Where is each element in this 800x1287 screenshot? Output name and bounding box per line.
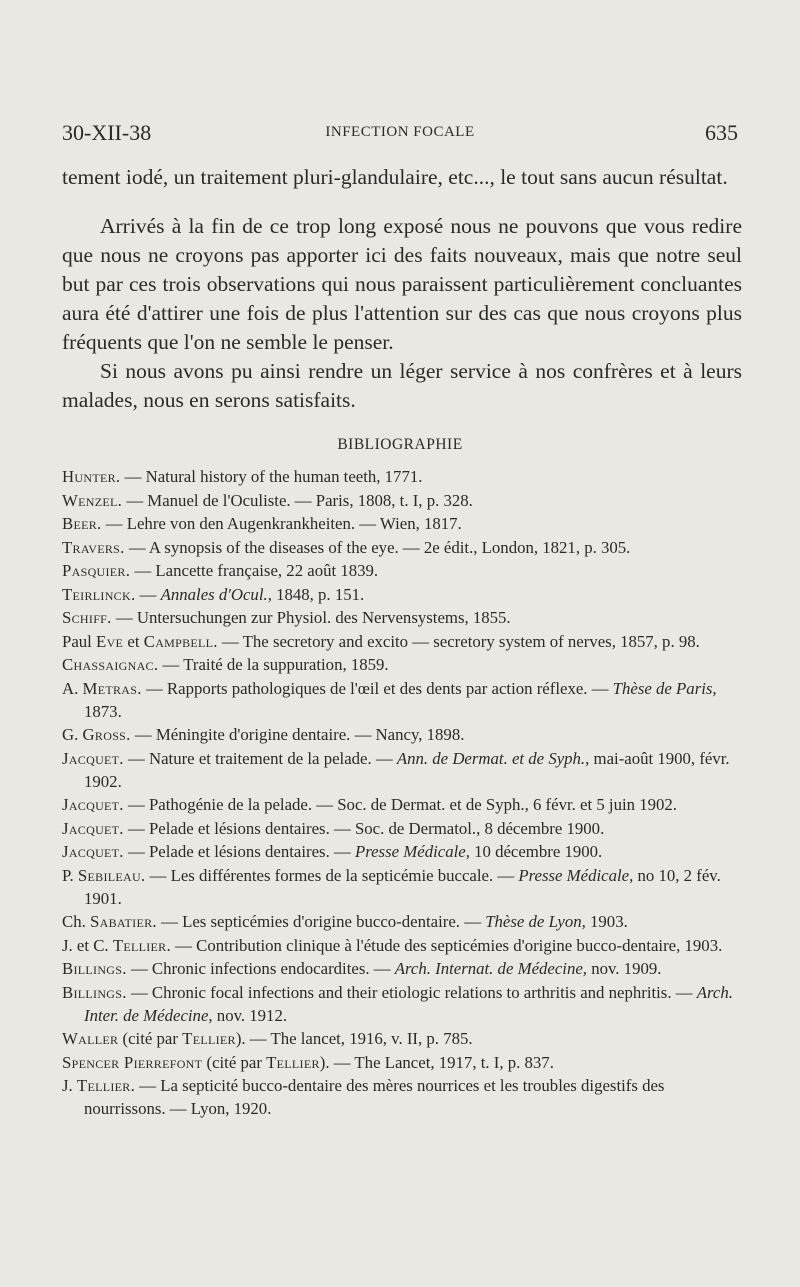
entry-text: — Les différentes formes de la septicémie buccale. — [145, 865, 519, 885]
entry-journal: Ann. de Dermat. et de Syph. [396, 748, 586, 768]
bibliography-entry [62, 1074, 742, 1120]
entry-author: Hunter. [62, 467, 121, 486]
entry-journal: Arch. Inter. de Médecine, [84, 982, 733, 1025]
entry-author: Sebileau. [77, 865, 146, 885]
entry-author: Jacquet. [62, 748, 124, 768]
bibliography-entry [62, 817, 742, 840]
entry-author: Waller [62, 1029, 119, 1048]
entry-text: — Contribution clinique à l'étude des septicémies d'origine bucco-dentaire, 1903. [170, 935, 723, 955]
bibliography-entry [62, 653, 742, 676]
entry-connector: (cité par [118, 1029, 183, 1048]
entry-prefix: P. [62, 865, 78, 885]
bibliography-entry [62, 840, 742, 863]
entry-author: Teirlinck. [62, 584, 136, 604]
entry-author: Metras. [82, 678, 142, 698]
bibliography-entry [62, 606, 742, 629]
entry-journal: Arch. Internat. de Médecine, [394, 959, 588, 978]
entry-text: — Untersuchungen zur Physiol. des Nervensystems, 1855. [111, 608, 511, 627]
entry-prefix: J. et C. [62, 935, 113, 955]
bibliography-entry [62, 747, 742, 793]
entry-text: — Manuel de l'Oculiste. — Paris, 1808, t. I, p. 328. [122, 490, 473, 510]
entry-connector: (cité par [202, 1052, 267, 1072]
entry-prefix: G. [62, 725, 83, 744]
entry-author: Spencer Pierrefont [62, 1052, 203, 1072]
running-header [62, 120, 738, 150]
entry-tail: no 10, 2 fév. 1901. [84, 865, 721, 908]
paragraph-1: tement iodé, un traitement pluri-glandulaire, etc..., le tout sans aucun résultat. [62, 165, 728, 189]
entry-text: — La septicité bucco-dentaire des mères nourrices et les troubles digestifs des nourrissons. — Lyon, 1920. [84, 1076, 665, 1118]
entry-tail: 1903. [585, 912, 628, 931]
entry-text: — Lancette française, 22 août 1839. [130, 561, 379, 580]
entry-author: Gross. [82, 725, 131, 744]
bibliography-entry [62, 489, 742, 512]
entry-author: Jacquet. [62, 795, 124, 814]
bibliography-entry [62, 559, 742, 582]
entry-tail: 1873. [84, 701, 122, 721]
entry-text: — Chronic focal infections and their etiologic relations to arthritis and nephritis. — [126, 982, 697, 1002]
entry-prefix: J. [62, 1076, 77, 1095]
entry-author: Pasquier. [62, 561, 131, 580]
bibliography-entry [62, 512, 742, 535]
bibliography-entry [62, 910, 742, 933]
entry-author: Tellier. [76, 1076, 136, 1095]
entry-text: — A synopsis of the diseases of the eye. — 2e édit., London, 1821, p. 305. [124, 537, 631, 557]
entry-connector: et [123, 631, 144, 651]
bibliography-entry [62, 793, 742, 816]
entry-tail: nov. 1912. [212, 1005, 288, 1025]
entry-tail: 10 décembre 1900. [469, 842, 603, 861]
entry-author: Wenzel. [62, 490, 123, 510]
entry-author: Beer. [62, 514, 102, 533]
paragraph-2: Arrivés à la fin de ce trop long exposé nous ne pouvons que vous redire que nous ne croyons pas apporter ici des faits nouveaux, mais que notre seul but par ces trois observations qui nous paraissent particulièrement concluantes aura été d'attirer une fois de plus l'attention sur des cas que nous croyons plus fréquents que l'on ne semble le penser. [62, 214, 742, 354]
entry-text: ). — The lancet, 1916, v. II, p. 785. [235, 1029, 473, 1048]
header-date: 30-XII-38 [62, 120, 152, 145]
entry-text: — Lehre von den Augenkrankheiten. — Wien, 1817. [101, 514, 462, 533]
entry-author: Billings. [62, 982, 127, 1002]
entry-journal: Annales d'Ocul. [160, 584, 268, 604]
bibliography-entry [62, 723, 742, 746]
entry-text: — Pelade et lésions dentaires. — Soc. de Dermatol., 8 décembre 1900. [123, 818, 605, 838]
entry-text: — Méningite d'origine dentaire. — Nancy, 1898. [130, 725, 465, 744]
entry-text: — Nature et traitement de la pelade. — [123, 748, 397, 768]
entry-author: Jacquet. [62, 818, 124, 838]
entry-text: — Pathogénie de la pelade. — Soc. de Dermat. et de Syph., 6 févr. et 5 juin 1902. [123, 795, 677, 814]
entry-text: — Traité de la suppuration, 1859. [158, 655, 389, 674]
header-title: INFECTION FOCALE [325, 124, 475, 140]
bibliography-list [62, 465, 742, 1121]
entry-author: Tellier. [112, 935, 171, 955]
bibliography-entry [62, 1051, 742, 1074]
entry-author: Tellier [182, 1029, 236, 1048]
paragraph-3: Si nous avons pu ainsi rendre un léger service à nos confrères et à leurs malades, nous en serons satisfaits. [62, 359, 742, 412]
entry-journal: Presse Médicale, [354, 842, 470, 861]
entry-text: ). — The Lancet, 1917, t. I, p. 837. [319, 1052, 554, 1072]
entry-author: Eve [96, 631, 124, 651]
entry-author: Billings. [62, 959, 127, 978]
entry-text: — Les septicémies d'origine bucco-dentaire. — [156, 912, 486, 931]
bibliography-entry [62, 981, 742, 1027]
body-text [62, 163, 742, 415]
entry-author: Campbell. [143, 631, 218, 651]
entry-author: Chassaignac. [62, 655, 159, 674]
bibliography-entry [62, 934, 742, 957]
entry-journal: Thèse de Lyon, [485, 912, 586, 931]
bibliography-entry [62, 583, 742, 606]
entry-prefix: Paul [62, 631, 97, 651]
entry-text: — Rapports pathologiques de l'œil et des dents par action réflexe. — [141, 678, 613, 698]
bibliography-entry [62, 1027, 742, 1050]
entry-prefix: Ch. [62, 912, 90, 931]
entry-text: — The secretory and excito — secretory system of nerves, 1857, p. 98. [217, 631, 700, 651]
bibliography-entry [62, 630, 742, 653]
bibliography-entry [62, 864, 742, 910]
entry-author: Jacquet. [62, 842, 124, 861]
entry-text: — Pelade et lésions dentaires. — [123, 842, 355, 861]
bibliography-entry [62, 536, 742, 559]
entry-author: Tellier [266, 1052, 320, 1072]
entry-text: — Chronic infections endocardites. — [126, 959, 395, 978]
entry-tail: , 1848, p. 151. [267, 584, 365, 604]
entry-text: — Natural history of the human teeth, 1771. [120, 467, 423, 486]
bibliography-entry [62, 677, 742, 723]
bibliography-entry [62, 465, 742, 488]
entry-journal: Thèse de Paris, [612, 678, 717, 698]
entry-tail: , mai-août 1900, févr. 1902. [84, 748, 730, 791]
entry-text: — [135, 584, 161, 604]
entry-author: Schiff. [62, 608, 112, 627]
bibliography-entry [62, 957, 742, 980]
entry-journal: Presse Médicale, [518, 865, 634, 885]
page-number: 635 [705, 120, 738, 145]
bibliography-heading: BIBLIOGRAPHIE [337, 436, 463, 453]
entry-author: Travers. [62, 537, 125, 557]
entry-prefix: A. [62, 678, 83, 698]
entry-author: Sabatier. [89, 912, 157, 931]
entry-tail: nov. 1909. [587, 959, 662, 978]
